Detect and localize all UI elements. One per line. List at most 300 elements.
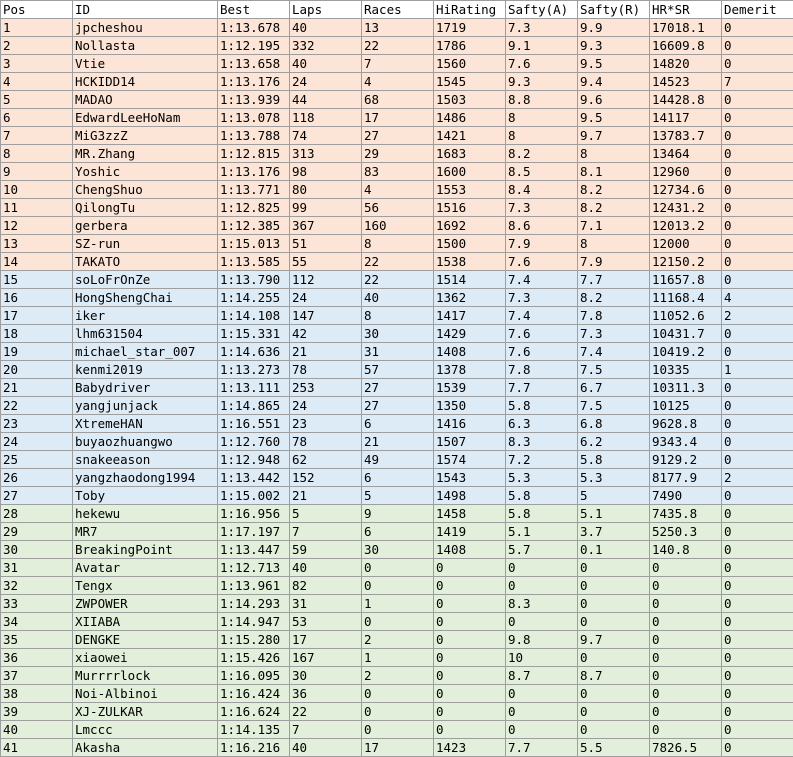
hirating-cell[interactable]: 0 [434,613,506,631]
pos-cell[interactable]: 16 [1,289,73,307]
pos-cell[interactable]: 38 [1,685,73,703]
safty-r-cell[interactable]: 6.8 [578,415,650,433]
demerit-cell[interactable]: 0 [722,55,793,73]
hr-sr-cell[interactable]: 14428.8 [650,91,722,109]
id-cell[interactable]: Akasha [73,739,218,757]
best-cell[interactable]: 1:16.551 [218,415,290,433]
safty-r-cell[interactable]: 5.8 [578,451,650,469]
table-row[interactable] [1,721,793,739]
safty-a-cell[interactable]: 10 [506,649,578,667]
demerit-cell[interactable]: 2 [722,469,793,487]
safty-r-cell[interactable]: 8.2 [578,289,650,307]
table-row[interactable] [1,739,793,757]
hr-sr-cell[interactable]: 16609.8 [650,37,722,55]
pos-cell[interactable]: 3 [1,55,73,73]
table-row[interactable] [1,271,793,289]
best-cell[interactable]: 1:13.658 [218,55,290,73]
laps-cell[interactable]: 367 [290,217,362,235]
demerit-cell[interactable]: 0 [722,739,793,757]
pos-cell[interactable]: 9 [1,163,73,181]
races-cell[interactable]: 30 [362,325,434,343]
safty-a-cell[interactable]: 8 [506,127,578,145]
safty-r-cell[interactable]: 9.5 [578,55,650,73]
hirating-cell[interactable]: 1419 [434,523,506,541]
table-row[interactable] [1,379,793,397]
best-cell[interactable]: 1:13.939 [218,91,290,109]
hirating-cell[interactable]: 0 [434,685,506,703]
safty-a-cell[interactable]: 7.6 [506,55,578,73]
demerit-cell[interactable]: 0 [722,19,793,37]
table-row[interactable] [1,631,793,649]
id-cell[interactable]: snakeeason [73,451,218,469]
demerit-cell[interactable]: 0 [722,253,793,271]
hirating-cell[interactable]: 1498 [434,487,506,505]
pos-cell[interactable]: 32 [1,577,73,595]
hr-sr-cell[interactable]: 8177.9 [650,469,722,487]
pos-cell[interactable]: 13 [1,235,73,253]
demerit-cell[interactable]: 0 [722,109,793,127]
table-row[interactable] [1,541,793,559]
safty-a-cell[interactable]: 0 [506,559,578,577]
pos-cell[interactable]: 36 [1,649,73,667]
safty-r-cell[interactable]: 7.5 [578,397,650,415]
hirating-cell[interactable]: 1692 [434,217,506,235]
hirating-cell[interactable]: 0 [434,631,506,649]
races-cell[interactable]: 0 [362,721,434,739]
laps-cell[interactable]: 5 [290,505,362,523]
hirating-cell[interactable]: 0 [434,649,506,667]
safty-r-cell[interactable]: 7.5 [578,361,650,379]
id-cell[interactable]: yangjunjack [73,397,218,415]
safty-a-cell[interactable]: 7.6 [506,343,578,361]
races-cell[interactable]: 4 [362,181,434,199]
hr-sr-cell[interactable]: 14820 [650,55,722,73]
demerit-cell[interactable]: 0 [722,541,793,559]
hr-sr-cell[interactable]: 0 [650,703,722,721]
laps-cell[interactable]: 82 [290,577,362,595]
hirating-cell[interactable]: 1421 [434,127,506,145]
header-safty-a[interactable]: Safty(A) [506,1,578,19]
demerit-cell[interactable]: 0 [722,37,793,55]
safty-r-cell[interactable]: 3.7 [578,523,650,541]
demerit-cell[interactable]: 0 [722,577,793,595]
races-cell[interactable]: 0 [362,613,434,631]
laps-cell[interactable]: 40 [290,559,362,577]
hirating-cell[interactable]: 1538 [434,253,506,271]
table-row[interactable] [1,577,793,595]
hr-sr-cell[interactable]: 14523 [650,73,722,91]
demerit-cell[interactable]: 0 [722,415,793,433]
races-cell[interactable]: 7 [362,55,434,73]
safty-a-cell[interactable]: 5.8 [506,505,578,523]
hr-sr-cell[interactable]: 12431.2 [650,199,722,217]
safty-a-cell[interactable]: 8.4 [506,181,578,199]
safty-r-cell[interactable]: 0 [578,685,650,703]
safty-a-cell[interactable]: 0 [506,613,578,631]
safty-r-cell[interactable]: 9.4 [578,73,650,91]
safty-r-cell[interactable]: 5 [578,487,650,505]
hirating-cell[interactable]: 1574 [434,451,506,469]
table-row[interactable] [1,361,793,379]
header-hr-sr[interactable]: HR*SR [650,1,722,19]
safty-r-cell[interactable]: 7.9 [578,253,650,271]
safty-a-cell[interactable]: 9.8 [506,631,578,649]
hr-sr-cell[interactable]: 0 [650,577,722,595]
header-pos[interactable]: Pos [1,1,73,19]
id-cell[interactable]: DENGKE [73,631,218,649]
table-row[interactable] [1,289,793,307]
table-row[interactable] [1,397,793,415]
pos-cell[interactable]: 29 [1,523,73,541]
safty-r-cell[interactable]: 9.7 [578,127,650,145]
safty-a-cell[interactable]: 7.2 [506,451,578,469]
best-cell[interactable]: 1:16.095 [218,667,290,685]
best-cell[interactable]: 1:16.216 [218,739,290,757]
id-cell[interactable]: ZWPOWER [73,595,218,613]
laps-cell[interactable]: 21 [290,343,362,361]
hr-sr-cell[interactable]: 10431.7 [650,325,722,343]
best-cell[interactable]: 1:13.442 [218,469,290,487]
pos-cell[interactable]: 39 [1,703,73,721]
demerit-cell[interactable]: 2 [722,307,793,325]
races-cell[interactable]: 49 [362,451,434,469]
pos-cell[interactable]: 2 [1,37,73,55]
safty-a-cell[interactable]: 7.3 [506,289,578,307]
races-cell[interactable]: 27 [362,127,434,145]
demerit-cell[interactable]: 0 [722,559,793,577]
hr-sr-cell[interactable]: 9129.2 [650,451,722,469]
hirating-cell[interactable]: 1378 [434,361,506,379]
safty-a-cell[interactable]: 8.3 [506,595,578,613]
races-cell[interactable]: 6 [362,415,434,433]
laps-cell[interactable]: 118 [290,109,362,127]
pos-cell[interactable]: 31 [1,559,73,577]
demerit-cell[interactable]: 0 [722,649,793,667]
hr-sr-cell[interactable]: 10335 [650,361,722,379]
id-cell[interactable]: Noi-Albinoi [73,685,218,703]
pos-cell[interactable]: 25 [1,451,73,469]
laps-cell[interactable]: 99 [290,199,362,217]
id-cell[interactable]: Nollasta [73,37,218,55]
id-cell[interactable]: XtremeHAN [73,415,218,433]
safty-r-cell[interactable]: 7.3 [578,325,650,343]
id-cell[interactable]: Vtie [73,55,218,73]
races-cell[interactable]: 0 [362,685,434,703]
table-row[interactable] [1,91,793,109]
laps-cell[interactable]: 55 [290,253,362,271]
best-cell[interactable]: 1:13.176 [218,163,290,181]
header-demerit[interactable]: Demerit [722,1,793,19]
hirating-cell[interactable]: 1408 [434,343,506,361]
laps-cell[interactable]: 44 [290,91,362,109]
laps-cell[interactable]: 332 [290,37,362,55]
races-cell[interactable]: 13 [362,19,434,37]
safty-r-cell[interactable]: 8.2 [578,181,650,199]
safty-r-cell[interactable]: 8.7 [578,667,650,685]
safty-r-cell[interactable]: 9.6 [578,91,650,109]
table-row[interactable] [1,469,793,487]
id-cell[interactable]: xiaowei [73,649,218,667]
races-cell[interactable]: 31 [362,343,434,361]
id-cell[interactable]: Toby [73,487,218,505]
hr-sr-cell[interactable]: 12960 [650,163,722,181]
id-cell[interactable]: Murrrrlock [73,667,218,685]
id-cell[interactable]: MR.Zhang [73,145,218,163]
hr-sr-cell[interactable]: 0 [650,595,722,613]
hr-sr-cell[interactable]: 11168.4 [650,289,722,307]
hirating-cell[interactable]: 1553 [434,181,506,199]
demerit-cell[interactable]: 0 [722,703,793,721]
id-cell[interactable]: EdwardLeeHoNam [73,109,218,127]
safty-r-cell[interactable]: 8.1 [578,163,650,181]
best-cell[interactable]: 1:12.385 [218,217,290,235]
best-cell[interactable]: 1:12.195 [218,37,290,55]
races-cell[interactable]: 9 [362,505,434,523]
hirating-cell[interactable]: 1560 [434,55,506,73]
best-cell[interactable]: 1:15.426 [218,649,290,667]
hirating-cell[interactable]: 1786 [434,37,506,55]
safty-a-cell[interactable]: 5.8 [506,397,578,415]
id-cell[interactable]: Tengx [73,577,218,595]
id-cell[interactable]: kenmi2019 [73,361,218,379]
hirating-cell[interactable]: 0 [434,559,506,577]
safty-a-cell[interactable]: 8.7 [506,667,578,685]
races-cell[interactable]: 5 [362,487,434,505]
races-cell[interactable]: 8 [362,307,434,325]
demerit-cell[interactable]: 0 [722,487,793,505]
best-cell[interactable]: 1:13.771 [218,181,290,199]
laps-cell[interactable]: 40 [290,739,362,757]
safty-a-cell[interactable]: 8.3 [506,433,578,451]
safty-r-cell[interactable]: 8.2 [578,199,650,217]
id-cell[interactable]: iker [73,307,218,325]
laps-cell[interactable]: 7 [290,721,362,739]
hr-sr-cell[interactable]: 0 [650,649,722,667]
safty-a-cell[interactable]: 0 [506,721,578,739]
laps-cell[interactable]: 152 [290,469,362,487]
races-cell[interactable]: 57 [362,361,434,379]
safty-a-cell[interactable]: 7.7 [506,739,578,757]
header-races[interactable]: Races [362,1,434,19]
races-cell[interactable]: 17 [362,109,434,127]
id-cell[interactable]: Avatar [73,559,218,577]
best-cell[interactable]: 1:14.255 [218,289,290,307]
laps-cell[interactable]: 7 [290,523,362,541]
hirating-cell[interactable]: 1600 [434,163,506,181]
id-cell[interactable]: MiG3zzZ [73,127,218,145]
hr-sr-cell[interactable]: 7826.5 [650,739,722,757]
table-row[interactable] [1,109,793,127]
id-cell[interactable]: buyaozhuangwo [73,433,218,451]
laps-cell[interactable]: 51 [290,235,362,253]
safty-r-cell[interactable]: 6.7 [578,379,650,397]
demerit-cell[interactable]: 0 [722,325,793,343]
pos-cell[interactable]: 6 [1,109,73,127]
header-best[interactable]: Best [218,1,290,19]
demerit-cell[interactable]: 0 [722,145,793,163]
hirating-cell[interactable]: 0 [434,721,506,739]
table-row[interactable] [1,145,793,163]
pos-cell[interactable]: 34 [1,613,73,631]
hirating-cell[interactable]: 1458 [434,505,506,523]
races-cell[interactable]: 22 [362,253,434,271]
safty-r-cell[interactable]: 0 [578,595,650,613]
header-safty-r[interactable]: Safty(R) [578,1,650,19]
laps-cell[interactable]: 53 [290,613,362,631]
laps-cell[interactable]: 30 [290,667,362,685]
table-row[interactable] [1,505,793,523]
pos-cell[interactable]: 21 [1,379,73,397]
hirating-cell[interactable]: 0 [434,577,506,595]
demerit-cell[interactable]: 0 [722,667,793,685]
best-cell[interactable]: 1:14.865 [218,397,290,415]
header-laps[interactable]: Laps [290,1,362,19]
hr-sr-cell[interactable]: 5250.3 [650,523,722,541]
laps-cell[interactable]: 22 [290,703,362,721]
laps-cell[interactable]: 62 [290,451,362,469]
laps-cell[interactable]: 98 [290,163,362,181]
pos-cell[interactable]: 33 [1,595,73,613]
id-cell[interactable]: XIIABA [73,613,218,631]
table-row[interactable] [1,613,793,631]
safty-a-cell[interactable]: 5.8 [506,487,578,505]
best-cell[interactable]: 1:15.002 [218,487,290,505]
safty-r-cell[interactable]: 5.5 [578,739,650,757]
hr-sr-cell[interactable]: 12150.2 [650,253,722,271]
id-cell[interactable]: QilongTu [73,199,218,217]
demerit-cell[interactable]: 0 [722,271,793,289]
hirating-cell[interactable]: 1362 [434,289,506,307]
pos-cell[interactable]: 28 [1,505,73,523]
hirating-cell[interactable]: 1545 [434,73,506,91]
safty-r-cell[interactable]: 7.8 [578,307,650,325]
demerit-cell[interactable]: 0 [722,217,793,235]
races-cell[interactable]: 0 [362,559,434,577]
table-row[interactable] [1,487,793,505]
pos-cell[interactable]: 14 [1,253,73,271]
pos-cell[interactable]: 15 [1,271,73,289]
safty-a-cell[interactable]: 7.9 [506,235,578,253]
pos-cell[interactable]: 30 [1,541,73,559]
races-cell[interactable]: 29 [362,145,434,163]
demerit-cell[interactable]: 0 [722,505,793,523]
laps-cell[interactable]: 24 [290,73,362,91]
pos-cell[interactable]: 7 [1,127,73,145]
safty-a-cell[interactable]: 7.3 [506,19,578,37]
laps-cell[interactable]: 42 [290,325,362,343]
pos-cell[interactable]: 5 [1,91,73,109]
table-row[interactable] [1,73,793,91]
races-cell[interactable]: 4 [362,73,434,91]
hr-sr-cell[interactable]: 10311.3 [650,379,722,397]
hirating-cell[interactable]: 1683 [434,145,506,163]
safty-r-cell[interactable]: 9.3 [578,37,650,55]
demerit-cell[interactable]: 0 [722,91,793,109]
hirating-cell[interactable]: 1514 [434,271,506,289]
demerit-cell[interactable]: 7 [722,73,793,91]
safty-r-cell[interactable]: 9.7 [578,631,650,649]
best-cell[interactable]: 1:13.447 [218,541,290,559]
safty-r-cell[interactable]: 8 [578,235,650,253]
safty-r-cell[interactable]: 0 [578,577,650,595]
safty-r-cell[interactable]: 0 [578,559,650,577]
header-hirating[interactable]: HiRating [434,1,506,19]
hr-sr-cell[interactable]: 0 [650,721,722,739]
safty-a-cell[interactable]: 5.3 [506,469,578,487]
laps-cell[interactable]: 78 [290,361,362,379]
best-cell[interactable]: 1:12.760 [218,433,290,451]
best-cell[interactable]: 1:15.331 [218,325,290,343]
demerit-cell[interactable]: 0 [722,199,793,217]
safty-a-cell[interactable]: 7.4 [506,271,578,289]
hr-sr-cell[interactable]: 7490 [650,487,722,505]
races-cell[interactable]: 2 [362,631,434,649]
races-cell[interactable]: 17 [362,739,434,757]
hirating-cell[interactable]: 1539 [434,379,506,397]
best-cell[interactable]: 1:16.624 [218,703,290,721]
races-cell[interactable]: 30 [362,541,434,559]
hirating-cell[interactable]: 1429 [434,325,506,343]
laps-cell[interactable]: 80 [290,181,362,199]
pos-cell[interactable]: 8 [1,145,73,163]
safty-a-cell[interactable]: 7.6 [506,325,578,343]
races-cell[interactable]: 0 [362,703,434,721]
table-row[interactable] [1,523,793,541]
safty-r-cell[interactable]: 8 [578,145,650,163]
id-cell[interactable]: BreakingPoint [73,541,218,559]
safty-r-cell[interactable]: 5.1 [578,505,650,523]
table-row[interactable] [1,595,793,613]
safty-a-cell[interactable]: 0 [506,703,578,721]
id-cell[interactable]: TAKATO [73,253,218,271]
demerit-cell[interactable]: 0 [722,721,793,739]
table-row[interactable] [1,217,793,235]
best-cell[interactable]: 1:13.678 [218,19,290,37]
races-cell[interactable]: 56 [362,199,434,217]
safty-a-cell[interactable]: 7.7 [506,379,578,397]
table-row[interactable] [1,325,793,343]
pos-cell[interactable]: 37 [1,667,73,685]
table-row[interactable] [1,253,793,271]
safty-a-cell[interactable]: 0 [506,685,578,703]
id-cell[interactable]: Babydriver [73,379,218,397]
hr-sr-cell[interactable]: 7435.8 [650,505,722,523]
header-id[interactable]: ID [73,1,218,19]
laps-cell[interactable]: 313 [290,145,362,163]
id-cell[interactable]: gerbera [73,217,218,235]
laps-cell[interactable]: 24 [290,397,362,415]
pos-cell[interactable]: 35 [1,631,73,649]
demerit-cell[interactable]: 4 [722,289,793,307]
demerit-cell[interactable]: 0 [722,685,793,703]
safty-r-cell[interactable]: 0 [578,649,650,667]
table-row[interactable] [1,343,793,361]
hr-sr-cell[interactable]: 11052.6 [650,307,722,325]
pos-cell[interactable]: 18 [1,325,73,343]
pos-cell[interactable]: 26 [1,469,73,487]
id-cell[interactable]: yangzhaodong1994 [73,469,218,487]
races-cell[interactable]: 22 [362,271,434,289]
best-cell[interactable]: 1:14.293 [218,595,290,613]
pos-cell[interactable]: 23 [1,415,73,433]
safty-a-cell[interactable]: 7.3 [506,199,578,217]
hr-sr-cell[interactable]: 0 [650,631,722,649]
best-cell[interactable]: 1:14.135 [218,721,290,739]
hirating-cell[interactable]: 1350 [434,397,506,415]
hirating-cell[interactable]: 1486 [434,109,506,127]
table-row[interactable] [1,181,793,199]
hirating-cell[interactable]: 1503 [434,91,506,109]
